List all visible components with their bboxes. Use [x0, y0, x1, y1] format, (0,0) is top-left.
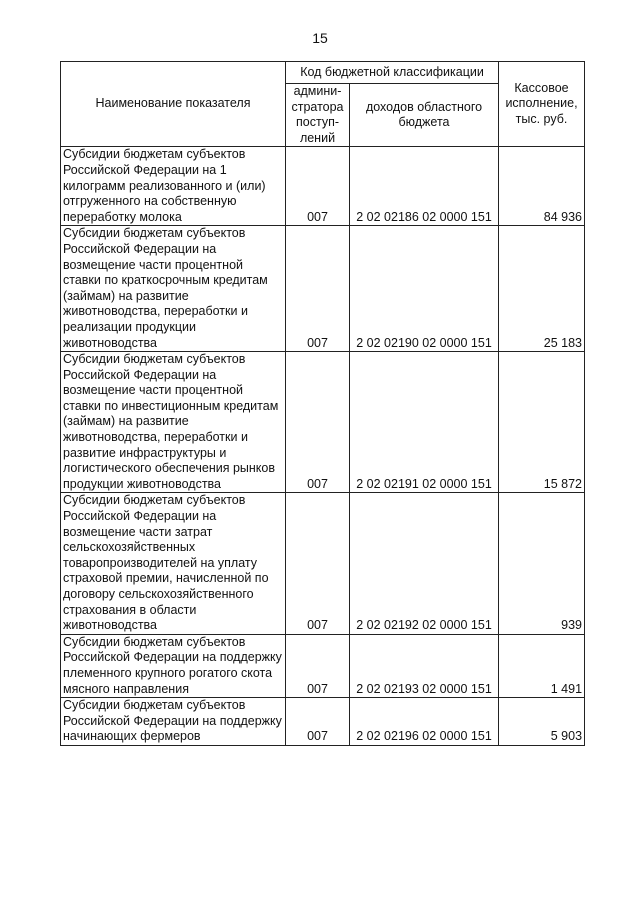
row-revenue-code: 2 02 02192 02 0000 151: [350, 493, 499, 634]
page-number: 15: [312, 30, 328, 46]
header-cash-execution: Кассовое исполнение, тыс. руб.: [499, 62, 585, 147]
budget-execution-table: [60, 61, 585, 746]
row-amount: 84 936: [499, 147, 585, 226]
row-administrator-code: 007: [286, 634, 350, 697]
row-administrator-code: 007: [286, 147, 350, 226]
row-indicator-name: Субсидии бюджетам субъектов Российской Федерации на поддержку племенного крупного рогатого скота мясного направления: [61, 634, 286, 697]
table-row: [61, 698, 585, 746]
header-classification-code: Код бюджетной классификации: [286, 62, 499, 84]
row-amount: 1 491: [499, 634, 585, 697]
header-administrator: админи-стратора поступ-лений: [286, 84, 350, 147]
row-indicator-name: Субсидии бюджетам субъектов Российской Федерации на поддержку начинающих фермеров: [61, 698, 286, 746]
row-administrator-code: 007: [286, 226, 350, 352]
row-indicator-name: Субсидии бюджетам субъектов Российской Федерации на возмещение части процентной ставки по краткосрочным кредитам (займам) на развитие животноводства, переработки и реализации продукции животноводства: [61, 226, 286, 352]
row-revenue-code: 2 02 02191 02 0000 151: [350, 352, 499, 493]
row-administrator-code: 007: [286, 493, 350, 634]
row-amount: 25 183: [499, 226, 585, 352]
row-amount: 5 903: [499, 698, 585, 746]
table-row: [61, 634, 585, 697]
row-revenue-code: 2 02 02190 02 0000 151: [350, 226, 499, 352]
row-administrator-code: 007: [286, 698, 350, 746]
row-amount: 15 872: [499, 352, 585, 493]
row-revenue-code: 2 02 02186 02 0000 151: [350, 147, 499, 226]
header-regional-revenues: доходов областного бюджета: [350, 84, 499, 147]
table-row: [61, 493, 585, 634]
table-row: [61, 147, 585, 226]
row-amount: 939: [499, 493, 585, 634]
row-revenue-code: 2 02 02196 02 0000 151: [350, 698, 499, 746]
row-administrator-code: 007: [286, 352, 350, 493]
table-row: [61, 226, 585, 352]
row-revenue-code: 2 02 02193 02 0000 151: [350, 634, 499, 697]
row-indicator-name: Субсидии бюджетам субъектов Российской Федерации на возмещение части процентной ставки по инвестиционным кредитам (займам) на развитие животноводства, переработки и развитие инфраструктуры и логистического обеспечения рынков продукции животноводства: [61, 352, 286, 493]
row-indicator-name: Субсидии бюджетам субъектов Российской Федерации на 1 килограмм реализованного и (или) отгруженного на собственную переработку молока: [61, 147, 286, 226]
table-row: [61, 352, 585, 493]
header-indicator-name: Наименование показателя: [61, 62, 286, 147]
row-indicator-name: Субсидии бюджетам субъектов Российской Федерации на возмещение части затрат сельскохозяйственных товаропроизводителей на уплату страховой премии, начисленной по договору сельскохозяйственного страхования в области животноводства: [61, 493, 286, 634]
